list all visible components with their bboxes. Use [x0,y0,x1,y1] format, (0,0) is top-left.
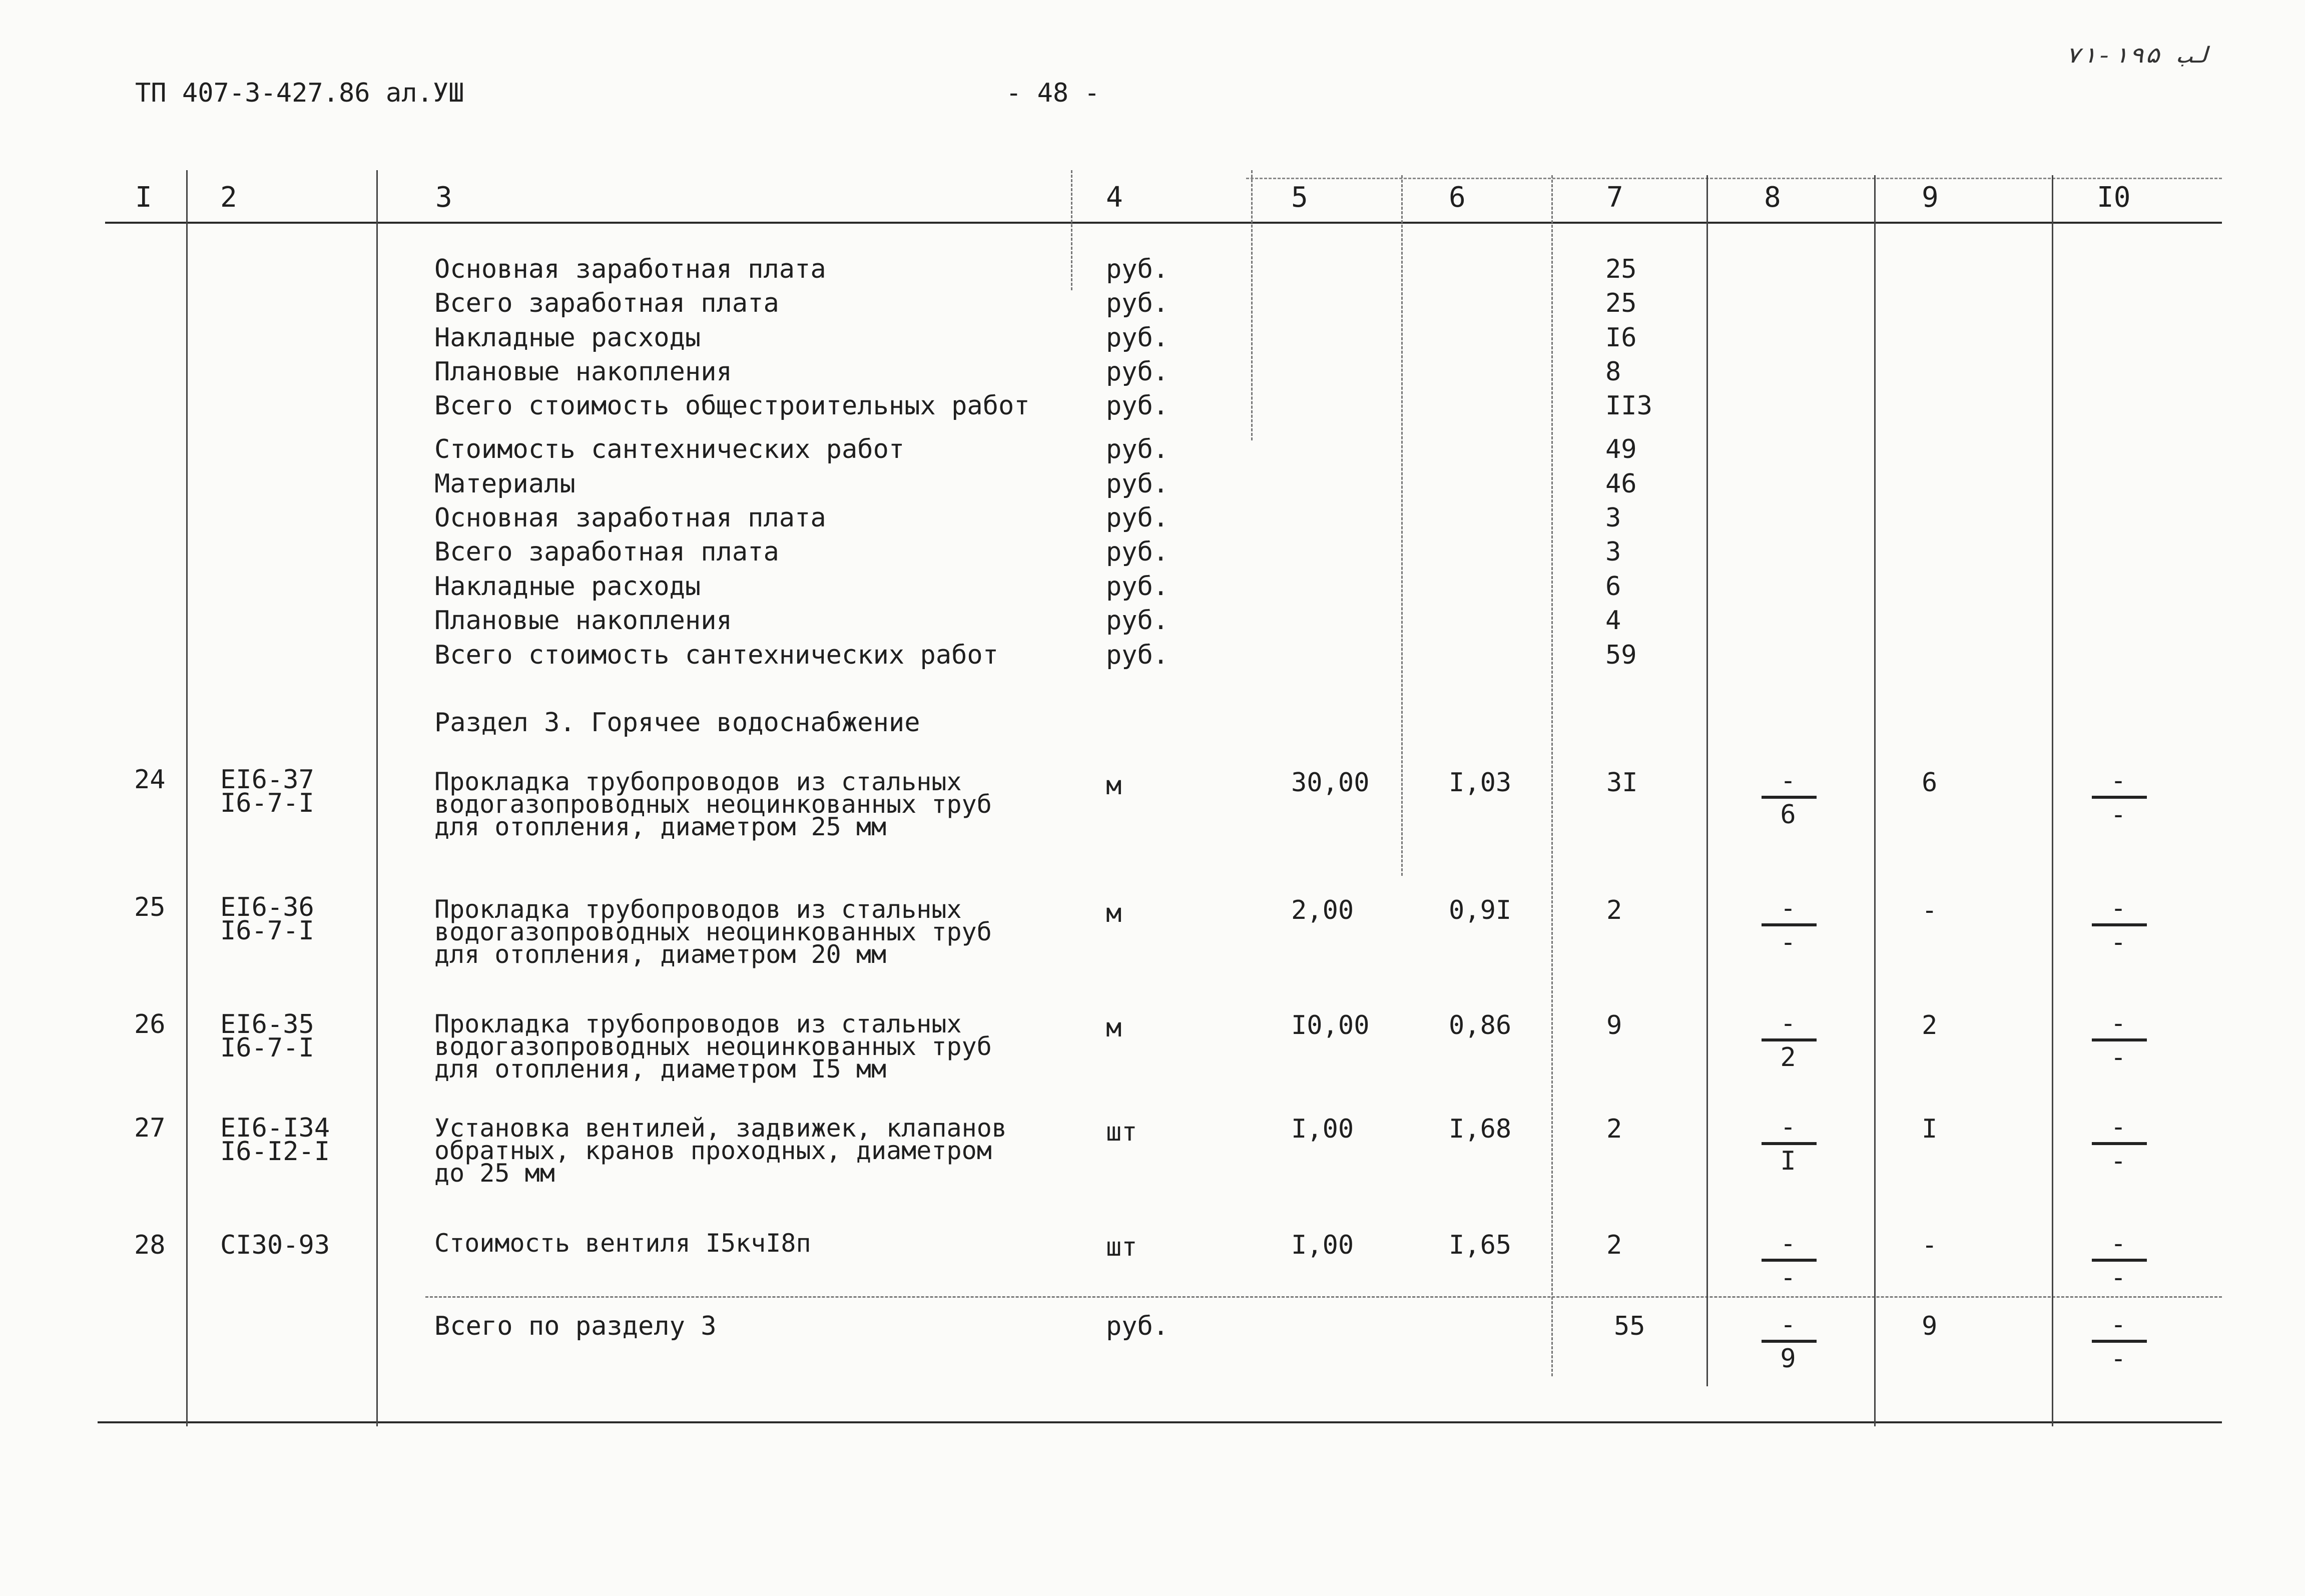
row-col9: - [1922,895,1938,925]
fraction-numerator: - [2110,1008,2126,1038]
fraction-numerator: - [2110,1229,2126,1259]
page-number: - 48 - [1006,78,1100,108]
row-quantity: I,00 [1291,1230,1354,1260]
row-description: Прокладка трубопроводов из стальных водогазопроводных неоцинкованных труб для отопления, диаметром 25 мм [434,767,992,841]
row-number: 27 [134,1113,166,1143]
column-divider-9 [2052,175,2053,1426]
section-title: Раздел 3. Горячее водоснабжение [434,708,920,738]
row-description: Прокладка трубопроводов из стальных водогазопроводных неоцинкованных труб для отопления, диаметром I5 мм [434,1009,992,1084]
fraction-numerator: - [1780,893,1796,923]
section-total-col10-fraction [2092,1310,2147,1375]
fraction-numerator: - [1780,1310,1796,1340]
summary-unit: руб. [1106,254,1169,284]
summary-label: Всего заработная плата [434,537,779,567]
row-quantity: 2,00 [1291,895,1354,925]
row-col9: 6 [1922,768,1938,798]
column-header-3: 3 [435,181,452,214]
row-col8-fraction [1762,766,1817,831]
summary-total: 25 [1605,254,1637,284]
summary-unit: руб. [1106,572,1169,602]
column-divider-2 [376,170,378,1426]
summary-total: 6 [1605,572,1621,602]
summary-unit: руб. [1106,391,1169,421]
summary-unit: руб. [1106,357,1169,387]
row-unit: м [1106,898,1122,928]
column-divider-5 [1401,175,1403,876]
row-code-primary: EI6-37 [220,765,314,795]
row-code-primary: EI6-36 [220,892,314,922]
row-col9: 2 [1922,1010,1938,1040]
row-unit-price: 0,9I [1449,895,1512,925]
column-header-2: 2 [220,181,237,214]
summary-label: Стоимость сантехнических работ [434,434,905,464]
row-total: 2 [1606,1114,1622,1144]
summary-unit: руб. [1106,537,1169,567]
column-header-9: 9 [1922,181,1939,214]
fraction-bar [1762,1340,1817,1343]
total-separator-rule [425,1296,2222,1298]
row-unit: шт [1106,1232,1137,1262]
document-code: ТП 407-3-427.86 ал.УШ [135,78,464,108]
summary-unit: руб. [1106,503,1169,533]
table-bottom-rule [98,1421,2222,1423]
row-unit: шт [1106,1117,1137,1147]
summary-label: Основная заработная плата [434,254,826,284]
column-divider-6 [1551,175,1553,1376]
fraction-numerator: - [1780,766,1796,796]
summary-total: 4 [1605,606,1621,636]
row-quantity: I,00 [1291,1114,1354,1144]
fraction-numerator: - [2110,1310,2126,1340]
summary-label: Всего стоимость сантехнических работ [434,640,999,670]
summary-total: 3 [1605,537,1621,567]
column-header-8: 8 [1764,181,1781,214]
row-col10-fraction [2092,1229,2147,1294]
summary-unit: руб. [1106,469,1169,499]
fraction-denominator: - [2110,1263,2126,1293]
fraction-numerator: - [2110,893,2126,923]
row-number: 24 [134,765,166,795]
row-col8-fraction [1762,893,1817,958]
summary-total: 46 [1605,469,1637,499]
column-header-6: 6 [1449,181,1466,214]
row-col8-fraction [1762,1112,1817,1177]
summary-unit: руб. [1106,434,1169,464]
row-code-secondary: I6-7-I [220,1033,314,1063]
row-total: 2 [1606,1230,1622,1260]
column-divider-1 [186,170,188,1426]
section-total-label: Всего по разделу 3 [434,1311,717,1341]
summary-label: Накладные расходы [434,323,701,353]
fraction-bar [2092,1038,2147,1041]
row-unit: м [1106,1013,1122,1043]
fraction-denominator: - [2110,927,2126,957]
summary-unit: руб. [1106,640,1169,670]
row-col10-fraction [2092,766,2147,831]
summary-total: 3 [1605,503,1621,533]
row-col10-fraction [2092,893,2147,958]
column-divider-7 [1706,175,1708,1386]
fraction-numerator: - [1780,1112,1796,1142]
row-col9: I [1922,1114,1938,1144]
summary-total: 8 [1605,357,1621,387]
summary-label: Накладные расходы [434,572,701,602]
section-total-value: 55 [1614,1311,1645,1341]
row-number: 28 [134,1230,166,1260]
summary-total: 25 [1605,288,1637,318]
fraction-denominator: - [2110,800,2126,830]
summary-total: II3 [1605,391,1652,421]
summary-unit: руб. [1106,323,1169,353]
row-code-primary: EI6-35 [220,1009,314,1039]
fraction-denominator: - [1780,927,1796,957]
summary-total: 49 [1605,434,1637,464]
summary-label: Материалы [434,469,575,499]
column-header-5: 5 [1291,181,1308,214]
summary-label: Плановые накопления [434,357,732,387]
summary-label: Всего заработная плата [434,288,779,318]
row-description: Прокладка трубопроводов из стальных водогазопроводных неоцинкованных труб для отопления, диаметром 20 мм [434,895,992,969]
fraction-numerator: - [1780,1229,1796,1259]
row-description: Стоимость вентиля I5кчI8п [434,1229,811,1258]
fraction-bar [1762,1142,1817,1145]
section-total-col8-fraction [1762,1310,1817,1375]
fraction-bar [2092,923,2147,926]
row-col10-fraction [2092,1112,2147,1177]
fraction-denominator: 2 [1780,1042,1796,1073]
row-unit-price: I,65 [1449,1230,1512,1260]
fraction-bar [2092,796,2147,799]
column-header-4: 4 [1106,181,1123,214]
row-code-secondary: I6-I2-I [220,1137,330,1167]
row-col10-fraction [2092,1008,2147,1074]
row-unit: м [1106,771,1122,801]
header-bottom-rule [105,222,2222,224]
column-divider-3 [1071,170,1072,290]
handwritten-corner-mark: لب ۱۹۵-۷۱ [2065,43,2208,68]
fraction-bar [1762,1259,1817,1262]
fraction-denominator: I [1780,1146,1796,1176]
row-col8-fraction [1762,1008,1817,1074]
summary-unit: руб. [1106,288,1169,318]
fraction-numerator: - [2110,1112,2126,1142]
fraction-denominator: - [1780,1263,1796,1293]
summary-label: Основная заработная плата [434,503,826,533]
column-divider-4 [1251,170,1253,440]
column-header-7: 7 [1606,181,1623,214]
row-quantity: I0,00 [1291,1010,1370,1040]
fraction-bar [2092,1340,2147,1343]
fraction-denominator: 6 [1780,800,1796,830]
row-number: 25 [134,892,166,922]
row-unit-price: 0,86 [1449,1010,1512,1040]
row-unit-price: I,68 [1449,1114,1512,1144]
fraction-denominator: - [2110,1344,2126,1374]
fraction-numerator: - [2110,766,2126,796]
column-divider-8 [1874,175,1876,1426]
row-col9: - [1922,1230,1938,1260]
summary-label: Плановые накопления [434,606,732,636]
row-total: 2 [1606,895,1622,925]
row-number: 26 [134,1009,166,1039]
fraction-denominator: 9 [1780,1344,1796,1374]
fraction-bar [2092,1142,2147,1145]
fraction-denominator: - [2110,1042,2126,1073]
fraction-bar [1762,796,1817,799]
summary-total: I6 [1605,323,1637,353]
summary-total: 59 [1605,640,1637,670]
row-total: 3I [1606,768,1638,798]
fraction-denominator: - [2110,1146,2126,1176]
row-description: Установка вентилей, задвижек, клапанов обратных, кранов проходных, диаметром до 25 мм [434,1114,1007,1188]
header-top-rule [1246,178,2222,179]
row-quantity: 30,00 [1291,768,1370,798]
summary-unit: руб. [1106,606,1169,636]
row-col8-fraction [1762,1229,1817,1294]
section-total-col9: 9 [1922,1311,1938,1341]
column-header-1: I [135,181,152,214]
fraction-bar [1762,923,1817,926]
fraction-bar [1762,1038,1817,1041]
summary-label: Всего стоимость общестроительных работ [434,391,1030,421]
column-header-10: I0 [2097,181,2131,214]
row-code-primary: CI30-93 [220,1230,330,1260]
row-total: 9 [1606,1010,1622,1040]
fraction-numerator: - [1780,1008,1796,1038]
row-unit-price: I,03 [1449,768,1512,798]
row-code-secondary: I6-7-I [220,788,314,818]
section-total-unit: руб. [1106,1311,1169,1341]
fraction-bar [2092,1259,2147,1262]
row-code-primary: EI6-I34 [220,1113,330,1143]
row-code-secondary: I6-7-I [220,916,314,946]
